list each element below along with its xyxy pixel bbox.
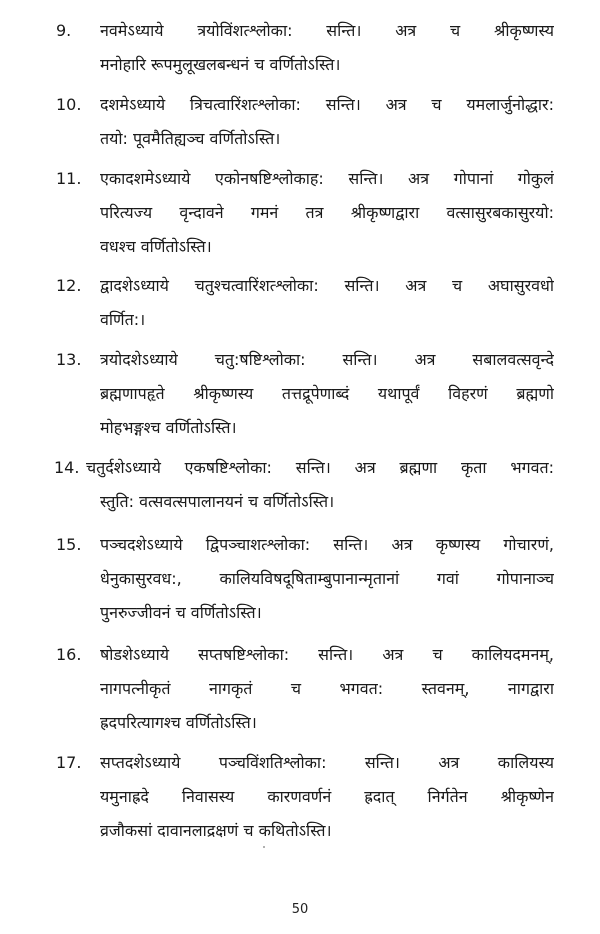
item-text [100, 638, 554, 740]
text-line: सप्तदशेऽध्याये पञ्चविंशतिश्लोका: सन्ति। अत्र कालियस्य [100, 753, 554, 772]
text-line: तयो: पूवमैतिह्यञ्च वर्णितोऽस्ति। [100, 129, 281, 148]
text-line: स्तुति: वत्सवत्सपालानयनं च वर्णितोऽस्ति। [100, 492, 335, 511]
text-line: पञ्चदशेऽध्याये द्विपञ्चाशत्श्लोका: सन्ति। अत्र कृष्णस्य गोचारणं, [100, 535, 554, 554]
item-number: 16. [56, 645, 82, 664]
text-line: मोहभङ्गश्च वर्णितोऽस्ति। [100, 418, 237, 437]
text-line: नवमेऽध्याये त्रयोविंशत्श्लोका: सन्ति। अत्र च श्रीकृष्णस्य [100, 21, 554, 40]
text-line: षोडशेऽध्याये सप्तषष्टिश्लोका: सन्ति। अत्र च कालियदमनम्, [100, 645, 554, 664]
item-text [100, 343, 554, 445]
text-line: ब्रह्मणापहृते श्रीकृष्णस्य तत्तद्रूपेणाब्दं यथापूर्वं विहरणं ब्रह्मणो [100, 384, 554, 403]
text-line: वर्णित:। [100, 310, 146, 329]
stray-dot [263, 846, 265, 848]
text-line: दशमेऽध्याये त्रिचत्वारिंशत्श्लोका: सन्ति। अत्र च यमलार्जुनोद्धार: [100, 95, 554, 114]
text-line: वधश्च वर्णितोऽस्ति। [100, 237, 212, 256]
item-number: 14. [54, 458, 80, 477]
item-number: 11. [56, 169, 82, 188]
text-line: यमुनाह्रदे निवासस्य कारणवर्णनं ह्रदात् निर्गतेन श्रीकृष्णेन [100, 787, 554, 806]
item-number: 17. [56, 753, 82, 772]
item-text [100, 14, 554, 82]
item-text [100, 528, 554, 630]
text-line: व्रजौकसां दावानलाद्रक्षणं च कथितोऽस्ति। [100, 821, 332, 840]
item-number: 13. [56, 350, 82, 369]
item-text [86, 451, 554, 519]
text-line: त्रयोदशेऽध्याये चतु:षष्टिश्लोका: सन्ति। अत्र सबालवत्सवृन्दे [100, 350, 554, 369]
item-text [100, 269, 554, 337]
item-number: 15. [56, 535, 82, 554]
text-line: एकादशमेऽध्याये एकोनषष्टिश्लोकाह: सन्ति। अत्र गोपानां गोकुलं [100, 169, 554, 188]
text-line: नागपत्नीकृतं नागकृतं च भगवत: स्तवनम्, नागद्वारा [100, 679, 554, 698]
item-text [100, 88, 554, 156]
item-text [100, 746, 554, 848]
item-text [100, 162, 554, 264]
text-line: द्वादशेऽध्याये चतुश्चत्वारिंशत्श्लोका: सन्ति। अत्र च अघासुरवधो [100, 276, 554, 295]
text-line: ह्रदपरित्यागश्च वर्णितोऽस्ति। [100, 713, 257, 732]
text-line: धेनुकासुरवध:, कालियविषदूषिताम्बुपानान्मृतानां गवां गोपानाञ्च [100, 569, 554, 588]
item-number: 9. [56, 21, 72, 40]
text-line: मनोहारि रूपमुलूखलबन्धनं च वर्णितोऽस्ति। [100, 55, 341, 74]
text-line: पुनरुज्जीवनं च वर्णितोऽस्ति। [100, 603, 262, 622]
item-number: 10. [56, 95, 82, 114]
page-number: 50 [291, 902, 309, 917]
text-line: परित्यज्य वृन्दावने गमनं तत्र श्रीकृष्णद्वारा वत्सासुरबकासुरयो: [100, 203, 554, 222]
item-number: 12. [56, 276, 82, 295]
text-line: चतुर्दशेऽध्याये एकषष्टिश्लोका: सन्ति। अत्र ब्रह्मणा कृता भगवत: [86, 458, 554, 477]
